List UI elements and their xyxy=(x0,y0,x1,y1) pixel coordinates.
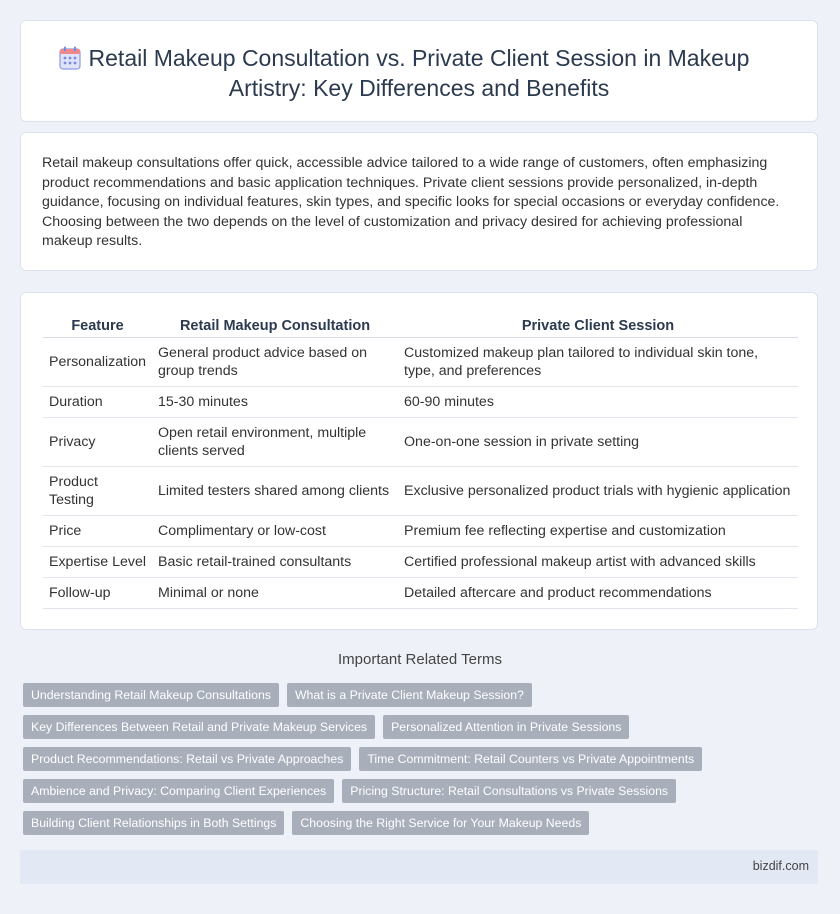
intro-paragraph: Retail makeup consultations offer quick, accessible advice tailored to a wide range of customers, often emphasizing product recommendations and basic application techniques. Private client sessions provide personalized, in-depth guidance, focusing on individual features, skin types, and specific looks for special occasions or everyday confidence. Choosing between the two depends on the level of customization and privacy desired for achieving professional makeup results. xyxy=(42,155,780,249)
table-cell: Detailed aftercare and product recommendations xyxy=(398,578,798,609)
table-cell: Basic retail-trained consultants xyxy=(152,547,398,578)
table-row xyxy=(43,547,798,578)
table-cell: General product advice based on group trends xyxy=(152,338,398,387)
page-title: Retail Makeup Consultation vs. Private Client Session in Makeup Artistry: Key Differences and Benefits xyxy=(88,45,750,101)
table-cell: Minimal or none xyxy=(152,578,398,609)
table-cell: Privacy xyxy=(43,418,152,467)
comparison-table-card xyxy=(20,292,818,630)
comparison-table xyxy=(43,315,798,609)
table-cell: Duration xyxy=(43,387,152,418)
footer xyxy=(20,850,818,884)
table-cell: Product Testing xyxy=(43,467,152,516)
related-term-tag[interactable]: Ambience and Privacy: Comparing Client Experiences xyxy=(23,779,334,803)
table-cell: Follow-up xyxy=(43,578,152,609)
table-cell: Price xyxy=(43,516,152,547)
column-header-retail: Retail Makeup Consultation xyxy=(152,315,398,338)
table-row xyxy=(43,418,798,467)
related-terms-title: Important Related Terms xyxy=(338,651,502,668)
table-row xyxy=(43,338,798,387)
table-row xyxy=(43,387,798,418)
related-term-tag[interactable]: Pricing Structure: Retail Consultations vs Private Sessions xyxy=(342,779,676,803)
table-cell: Exclusive personalized product trials with hygienic application xyxy=(398,467,798,516)
table-cell: Customized makeup plan tailored to individual skin tone, type, and preferences xyxy=(398,338,798,387)
related-terms-list xyxy=(23,683,813,843)
related-term-tag[interactable]: Building Client Relationships in Both Settings xyxy=(23,811,284,835)
table-cell: Limited testers shared among clients xyxy=(152,467,398,516)
related-term-tag[interactable]: Product Recommendations: Retail vs Private Approaches xyxy=(23,747,351,771)
table-cell: 15-30 minutes xyxy=(152,387,398,418)
intro-card xyxy=(20,132,818,271)
related-term-tag[interactable]: Personalized Attention in Private Sessions xyxy=(383,715,629,739)
related-term-tag[interactable]: Time Commitment: Retail Counters vs Private Appointments xyxy=(359,747,702,771)
site-link[interactable]: bizdif.com xyxy=(752,859,809,873)
table-cell: Premium fee reflecting expertise and customization xyxy=(398,516,798,547)
table-cell: 60-90 minutes xyxy=(398,387,798,418)
table-cell: One-on-one session in private setting xyxy=(398,418,798,467)
table-row xyxy=(43,578,798,609)
table-cell: Personalization xyxy=(43,338,152,387)
related-term-tag[interactable]: Key Differences Between Retail and Private Makeup Services xyxy=(23,715,375,739)
column-header-private: Private Client Session xyxy=(398,315,798,338)
table-cell: Expertise Level xyxy=(43,547,152,578)
table-cell: Certified professional makeup artist with advanced skills xyxy=(398,547,798,578)
header-card xyxy=(20,20,818,122)
table-row xyxy=(43,467,798,516)
table-cell: Complimentary or low-cost xyxy=(152,516,398,547)
column-header-feature: Feature xyxy=(43,315,152,338)
related-term-tag[interactable]: Understanding Retail Makeup Consultations xyxy=(23,683,279,707)
table-row xyxy=(43,516,798,547)
related-term-tag[interactable]: What is a Private Client Makeup Session? xyxy=(287,683,532,707)
related-term-tag[interactable]: Choosing the Right Service for Your Makeup Needs xyxy=(292,811,589,835)
table-cell: Open retail environment, multiple clients served xyxy=(152,418,398,467)
